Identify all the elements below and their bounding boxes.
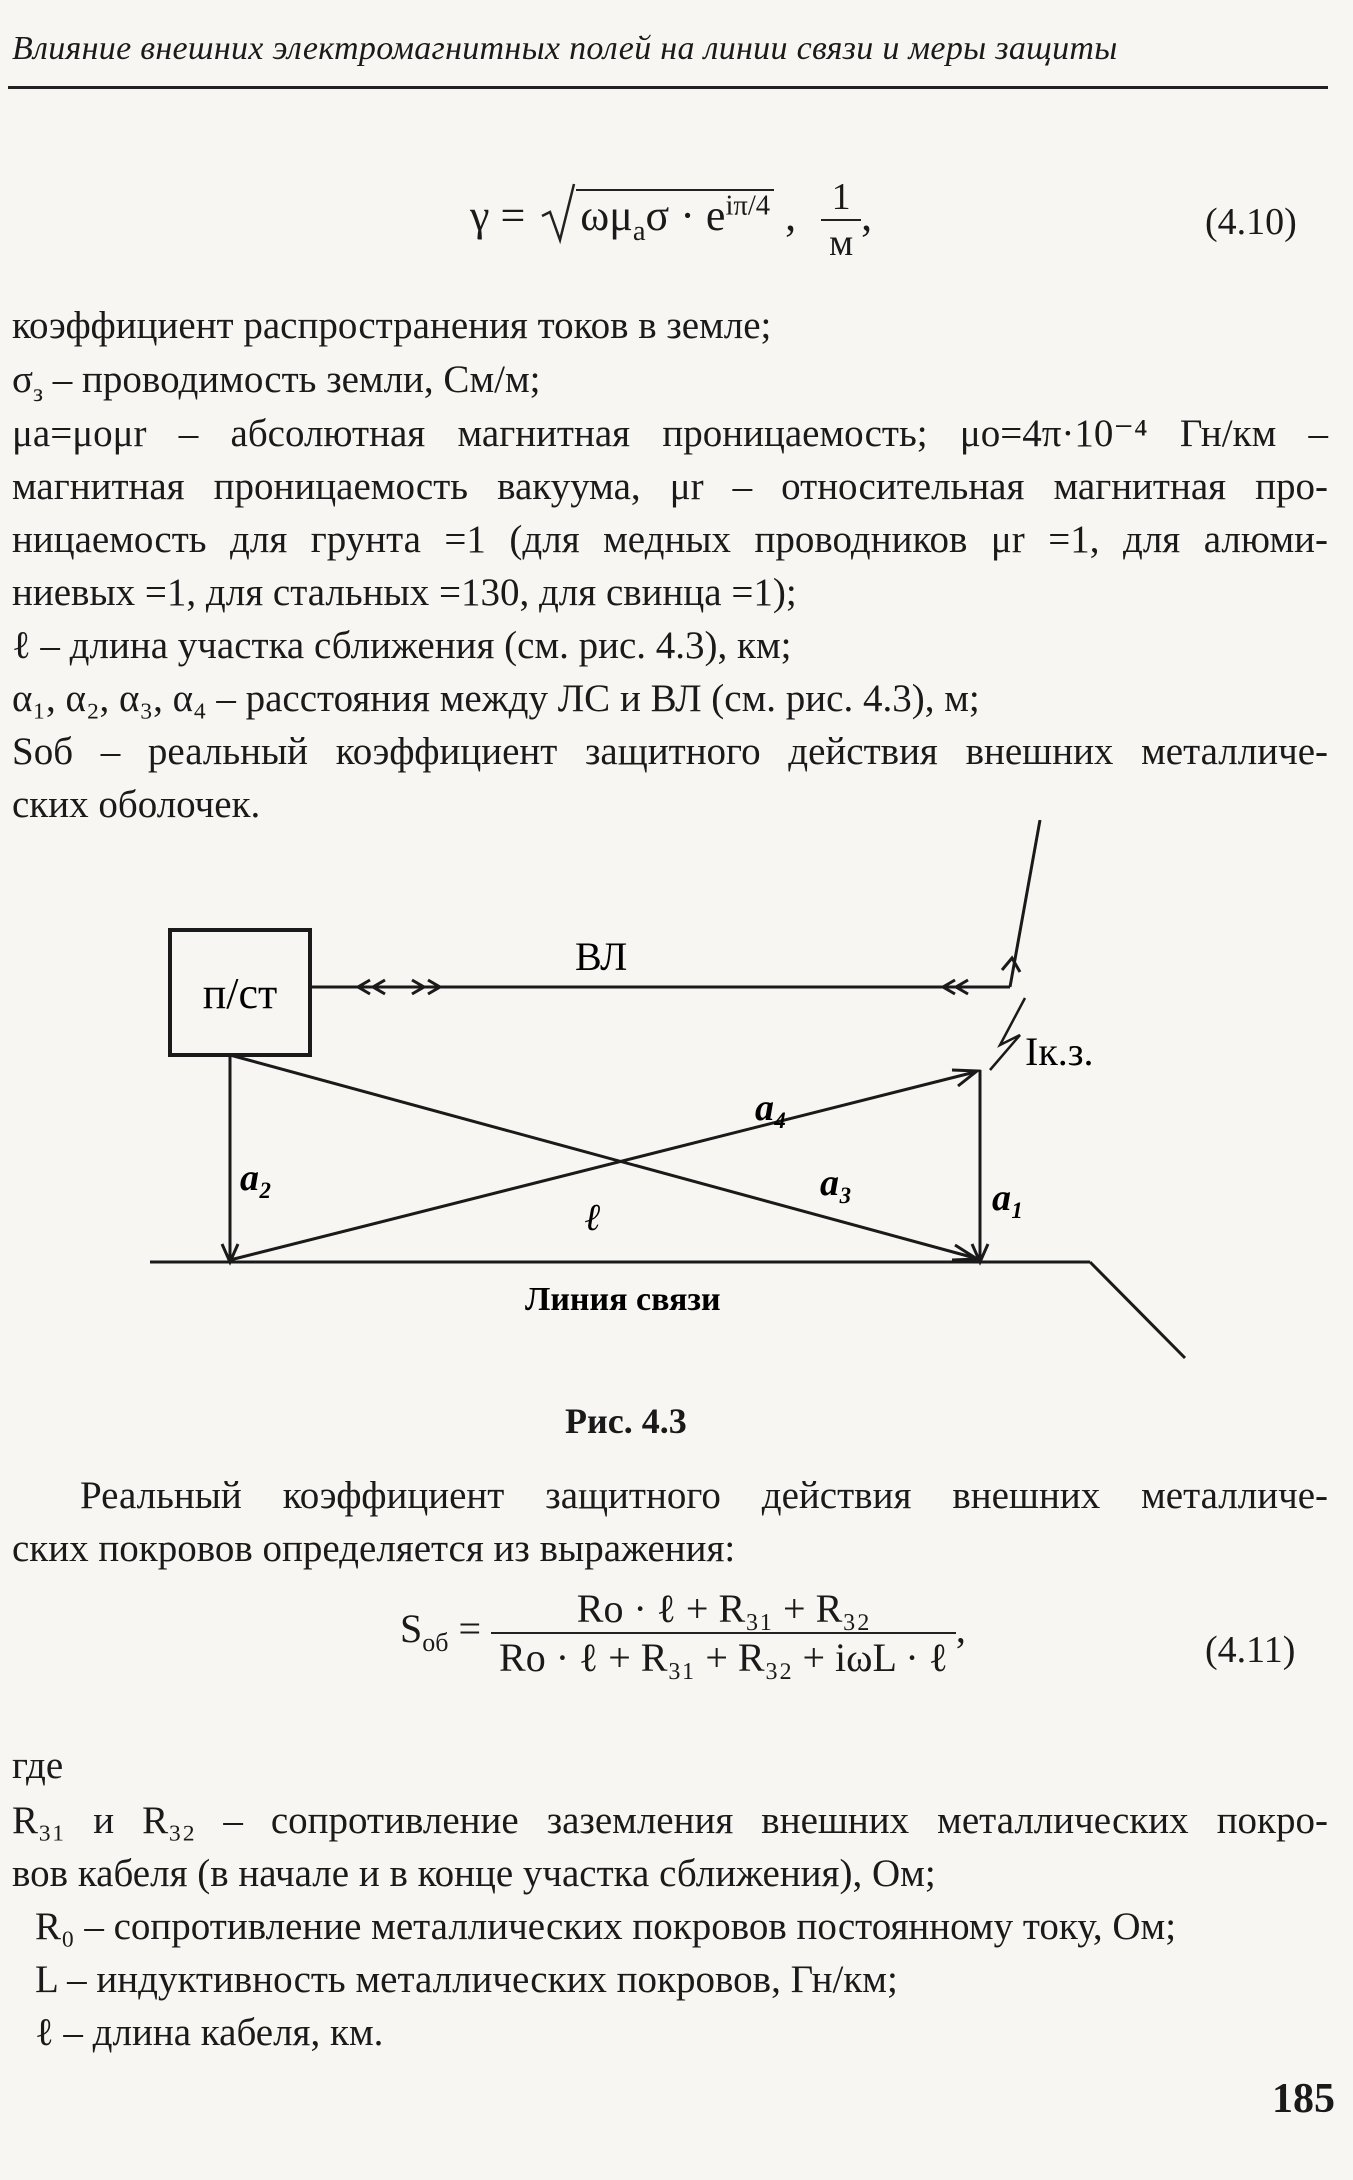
eq411-denominator: Rо · ℓ + R₃₁ + R₃₂ + iωL · ℓ [491,1632,956,1681]
equation-number-4-10: (4.10) [1205,201,1297,243]
a3-line [230,1055,975,1258]
def-l-length: ℓ – длина кабеля, км. [35,2011,384,2054]
where-word: где [12,1744,64,1787]
def-r3-line1: R₃₁ и R₃₂ – сопротивление заземления внешних металлических покро- [12,1799,1328,1842]
substation-label: п/ст [202,969,278,1018]
def-gamma: коэффициент распространения токов в земле; [12,304,772,347]
para2-line2: ских покровов определяется из выражения: [12,1527,736,1570]
def-mu-line3: ницаемость для грунта =1 (для медных проводников μr =1, для алюми- [12,518,1328,561]
def-sob-line1: Sоб – реальный коэффициент защитного действия внешних металличе- [12,730,1328,773]
eq411-lhs-sub: об [422,1628,449,1658]
equation-4-11 [400,1585,966,1681]
def-length: ℓ – длина участка сближения (см. рис. 4.3), км; [12,624,792,667]
eq410-comma: , [785,191,797,241]
def-mu-line4: ниевых =1, для стальных =130, для свинца =1); [12,571,797,614]
comm-line-label: Линия связи [525,1281,721,1318]
figure-caption: Рис. 4.3 [565,1401,687,1441]
eq410-sub-a: а [632,215,646,247]
def-r0: R₀ – сопротивление металлических покровов постоянному току, Ом; [35,1905,1177,1948]
def-sob-line2: ских оболочек. [12,783,261,826]
vl-label: ВЛ [575,934,628,979]
eq410-unit-num: 1 [831,176,851,218]
eq410-sigma: σ · e [645,191,726,241]
a4-line [230,1072,975,1260]
a1-label: a₁ [992,1177,1025,1219]
eq410-exponent: iπ/4 [725,190,771,222]
a4-label: a₄ [755,1087,788,1129]
eq410-unit-fraction [821,175,861,265]
def-r3-line2: вов кабеля (в начале и в конце участка сближения), Ом; [12,1852,936,1895]
sigma-sub: з [33,378,44,407]
para2-line1: Реальный коэффициент защитного действия внешних металличе- [80,1474,1328,1517]
sigma-text: – проводимость земли, См/м; [52,358,541,401]
def-l-inductance: L – индуктивность металлических покровов, Гн/км; [35,1958,898,2001]
eq410-radicand: ωμ [580,191,633,241]
eq411-numerator: Rо · ℓ + R₃₁ + R₃₂ [576,1586,871,1631]
eq410-lhs: γ = [470,191,526,241]
short-circuit-bolt [990,998,1025,1070]
eq411-equals: = [458,1606,482,1652]
a3-label: a₃ [820,1162,853,1204]
def-mu-line1: μа=μоμr – абсолютная магнитная проницаемость; μо=4π·10⁻⁴ Гн/км – [12,412,1328,455]
page-number: 185 [1272,2076,1335,2122]
equation-number-4-11: (4.11) [1205,1629,1296,1671]
eq410-unit-den: м [821,219,861,265]
sqrt-sign [540,180,576,244]
figure-4-3 [0,820,1353,1400]
def-mu-line2: магнитная проницаемость вакуума, μr – относительная магнитная про- [12,465,1328,508]
equation-4-10: $\gamma = \omega\mu_а\sigma \cdot e^{i\pi/4}$ , $\frac{1}{м}$ , [470,176,873,264]
def-alpha: α₁, α₂, α₃, α₄ – расстояния между ЛС и ВЛ (см. рис. 4.3), м; [12,677,980,720]
eq411-comma: , [955,1606,966,1652]
ikz-label: Iк.з. [1025,1029,1094,1074]
running-header: Влияние внешних электромагнитных полей на линии связи и меры защиты [12,30,1118,67]
communication-line-bend [1090,1262,1185,1358]
sigma-symbol: σ [12,358,34,401]
header-rule [8,86,1328,89]
eq411-lhs: S [400,1606,423,1652]
l-label: ℓ [585,1197,602,1239]
a2-label: a₂ [240,1157,273,1199]
eq411-fraction [491,1585,956,1681]
